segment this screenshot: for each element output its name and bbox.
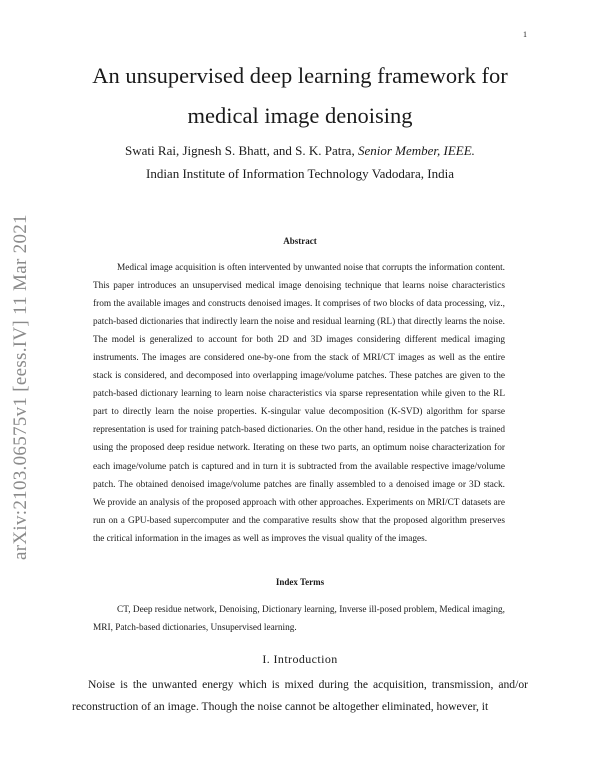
paper-title: An unsupervised deep learning framework for medical image denoising (92, 63, 508, 128)
abstract-body: Medical image acquisition is often intervented by unwanted noise that corrupts the information content. This paper introduces an unsupervised medical image denoising technique that learns noise characteristics from the available images and constructs denoised images. It comprises of two blocks of data processing, viz., patch-based dictionaries that indirectly learn the noise and residual learning (RL) that directly learns the noise. The model is generalized to account for both 2D and 3D images considering different medical imaging instruments. The images are considered one-by-one from the stack of MRI/CT images as well as the entire stack is considered, and decomposed into overlapping image/volume patches. These patches are given to the patch-based dictionary learning to learn noise characteristics via sparse representation while given to the RL part to directly learn the noise properties. K-singular value decomposition (K-SVD) algorithm for sparse representation is used for training patch-based dictionaries. On the other hand, residue in the patches is trained using the proposed deep residue network. Iterating on these two parts, an optimum noise characterization for each image/volume patch is captured and in turn it is subtracted from the available respective image/volume patch. The obtained denoised image/volume patches are finally assembled to a denoised image or 3D stack. We provide an analysis of the proposed approach with other approaches. Experiments on MRI/CT datasets are run on a GPU-based supercomputer and the comparative results show that the proposed algorithm preserves the critical information in the images as well as improves the visual quality of the images. (93, 263, 505, 544)
author-list (60, 143, 540, 159)
abstract-heading: Abstract (283, 236, 317, 246)
introduction-paragraph: Noise is the unwanted energy which is mixed during the acquisition, transmission, and/or reconstruction of an image. Though the noise cannot be altogether eliminated, however, it (72, 678, 528, 713)
page-number: 1 (523, 30, 527, 39)
author-names: Swati Rai, Jignesh S. Bhatt, and S. K. Patra, (125, 143, 355, 158)
affiliation: Indian Institute of Information Technology Vadodara, India (145, 166, 454, 181)
index-terms-body: CT, Deep residue network, Denoising, Dictionary learning, Inverse ill-posed problem, Medical imaging, MRI, Patch-based dictionaries, Unsupervised learning. (93, 605, 505, 634)
arxiv-identifier: arXiv:2103.06575v1 [eess.IV] 11 Mar 2021 (10, 214, 31, 560)
section-heading-introduction: I. Introduction (262, 652, 338, 666)
author-membership: Senior Member, IEEE. (357, 143, 475, 158)
index-terms-heading: Index Terms (275, 577, 325, 587)
